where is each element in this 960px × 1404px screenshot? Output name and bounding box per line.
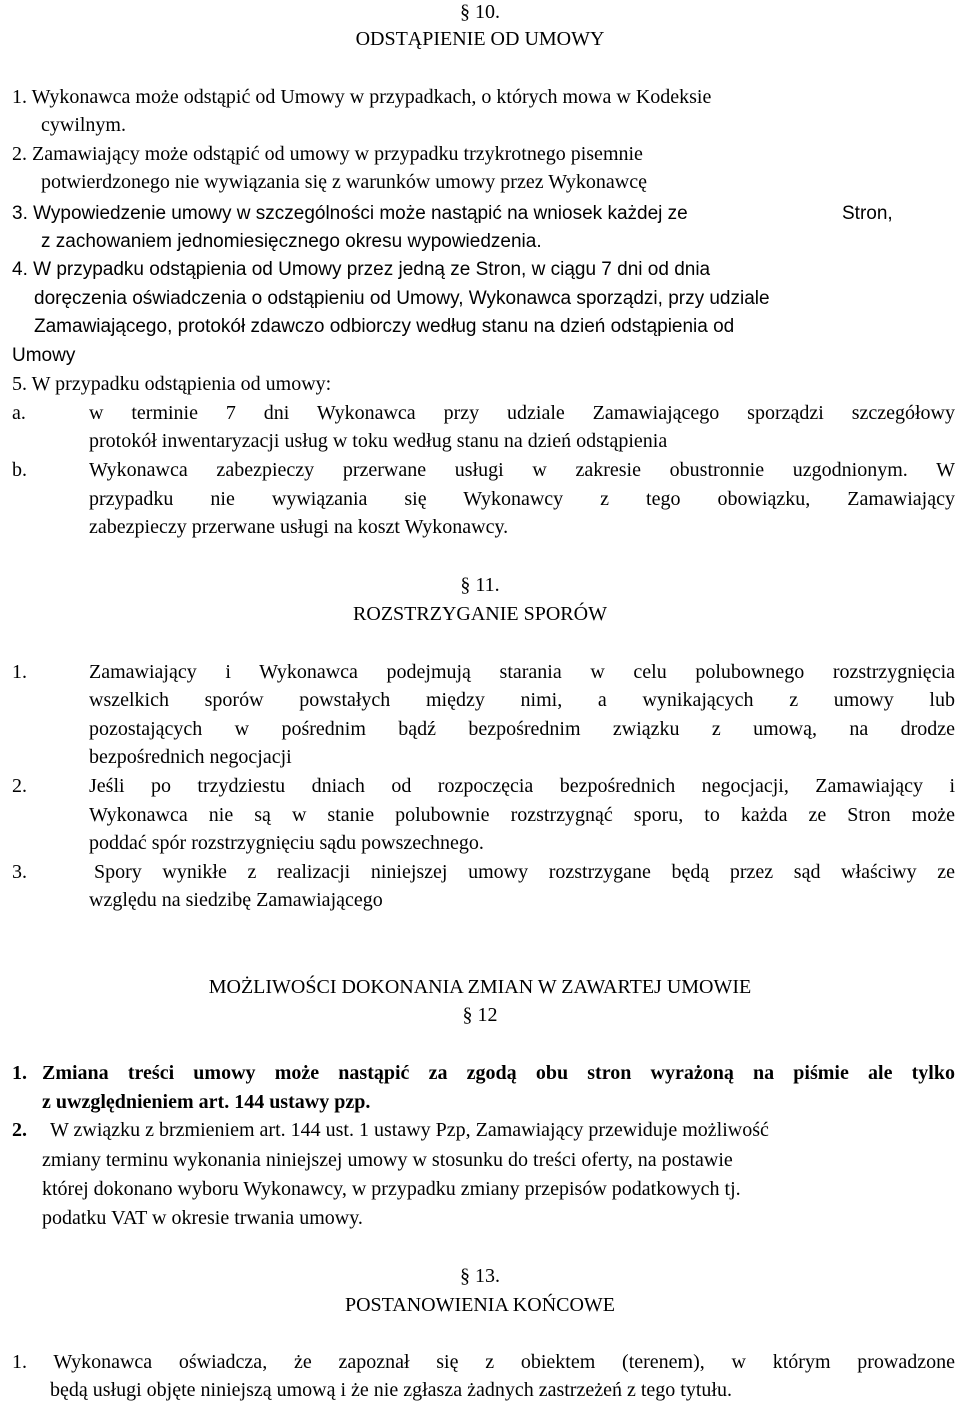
s10-clause-3-line-2: z zachowaniem jednomiesięcznego okresu wypowiedzenia. <box>41 231 542 252</box>
s13-clause-1-line-2: będą usługi objęte niniejszą umową i że nie zgłasza żadnych zastrzeżeń z tego tytułu. <box>50 1379 732 1401</box>
s12-item-2-line-3: której dokonano wyboru Wykonawcy, w przypadku zmiany przepisów podatkowych tj. <box>42 1178 741 1200</box>
s12-item-1-marker: 1. <box>12 1062 27 1084</box>
s11-item-2-line-1: Jeśli po trzydziestu dniach od rozpoczęcia bezpośrednich negocjacji, Zamawiający i <box>89 775 955 797</box>
s10-clause-4-line-1: 4. W przypadku odstąpienia od Umowy przez jedną ze Stron, w ciągu 7 dni od dnia <box>12 259 711 280</box>
s12-item-2-marker: 2. <box>12 1119 27 1141</box>
section-13-number: § 13. <box>460 1265 500 1287</box>
s10-item-a-line-1: w terminie 7 dni Wykonawca przy udziale Zamawiającego sporządzi szczegółowy <box>89 402 955 424</box>
s12-item-1-line-1: Zmiana treści umowy może nastąpić za zgodą obu stron wyrażoną na piśmie ale tylko <box>42 1062 955 1084</box>
s11-item-3-marker: 3. <box>12 861 27 883</box>
s11-item-2-line-2: Wykonawca nie są w stanie polubownie rozstrzygnąć sporu, to każda ze Stron może <box>89 804 955 826</box>
s11-item-1-line-3: pozostających w pośrednim bądź bezpośrednim związku z umową, na drodze <box>89 718 955 740</box>
s11-item-1-marker: 1. <box>12 661 27 683</box>
s11-item-1-line-4: bezpośrednich negocjacji <box>89 746 292 768</box>
section-12-number: § 12 <box>462 1004 498 1026</box>
section-10-title: ODSTĄPIENIE OD UMOWY <box>355 28 605 50</box>
s10-clause-4-line-3: Zamawiającego, protokół zdawczo odbiorczy według stanu na dzień odstąpienia od <box>34 316 735 337</box>
s10-clause-4-line-4: Umowy <box>12 345 76 366</box>
s11-item-1-line-1: Zamawiający i Wykonawca podejmują starania w celu polubownego rozstrzygnięcia <box>89 661 955 683</box>
s10-clause-2-line-2: potwierdzonego nie wywiązania się z warunków umowy przez Wykonawcę <box>41 171 647 193</box>
s12-item-2-line-4: podatku VAT w okresie trwania umowy. <box>42 1207 363 1229</box>
section-11-number: § 11. <box>460 574 500 596</box>
s10-item-b-line-1: Wykonawca zabezpieczy przerwane usługi w zakresie obustronnie uzgodnionym. W <box>89 459 955 481</box>
s10-item-b-marker: b. <box>12 459 27 481</box>
s10-clause-5: 5. W przypadku odstąpienia od umowy: <box>12 373 332 395</box>
s11-item-3-line-1: Spory wynikłe z realizacji niniejszej umowy rozstrzygane będą przez sąd właściwy ze <box>94 861 955 883</box>
s11-item-1-line-2: wszelkich sporów powstałych między nimi, a wynikających z umowy lub <box>89 689 955 711</box>
section-12-title: MOŻLIWOŚCI DOKONANIA ZMIAN W ZAWARTEJ UMOWIE <box>208 976 752 998</box>
s11-item-2-marker: 2. <box>12 775 27 797</box>
s12-item-2-line-1: W związku z brzmieniem art. 144 ust. 1 ustawy Pzp, Zamawiający przewiduje możliwość <box>50 1119 769 1141</box>
s10-item-a-marker: a. <box>12 402 26 424</box>
s10-item-a-line-2: protokół inwentaryzacji usług w toku według stanu na dzień odstąpienia <box>89 430 668 452</box>
s13-clause-1-line-1: 1. Wykonawca oświadcza, że zapoznał się z obiektem (terenem), w którym prowadzone <box>12 1351 955 1373</box>
section-10-number: § 10. <box>460 1 500 23</box>
s10-clause-4-line-2: doręczenia oświadczenia o odstąpieniu od Umowy, Wykonawca sporządzi, przy udziale <box>34 288 770 309</box>
section-13-title: POSTANOWIENIA KOŃCOWE <box>344 1294 616 1316</box>
s10-clause-3-word: Stron, <box>842 203 893 224</box>
s12-item-1-line-2: z uwzględnieniem art. 144 ustawy pzp. <box>42 1091 371 1113</box>
s10-item-b-line-3: zabezpieczy przerwane usługi na koszt Wykonawcy. <box>89 516 509 538</box>
s12-item-2-line-2: zmiany terminu wykonania niniejszej umowy w stosunku do treści oferty, na postawie <box>42 1149 733 1171</box>
s10-clause-1-line-2: cywilnym. <box>41 114 126 136</box>
s11-item-3-line-2: względu na siedzibę Zamawiającego <box>89 889 383 911</box>
s10-item-b-line-2: przypadku nie wywiązania się Wykonawcy z tego obowiązku, Zamawiający <box>89 488 955 510</box>
s11-item-2-line-3: poddać spór rozstrzygnięciu sądu powszechnego. <box>89 832 484 854</box>
s10-clause-3-line-1: 3. Wypowiedzenie umowy w szczególności może nastąpić na wniosek każdej ze <box>12 203 688 224</box>
s10-clause-2-line-1: 2. Zamawiający może odstąpić od umowy w przypadku trzykrotnego pisemnie <box>12 143 643 165</box>
s10-clause-1-line-1: 1. Wykonawca może odstąpić od Umowy w przypadkach, o których mowa w Kodeksie <box>12 86 712 108</box>
section-11-title: ROZSTRZYGANIE SPORÓW <box>353 603 607 625</box>
